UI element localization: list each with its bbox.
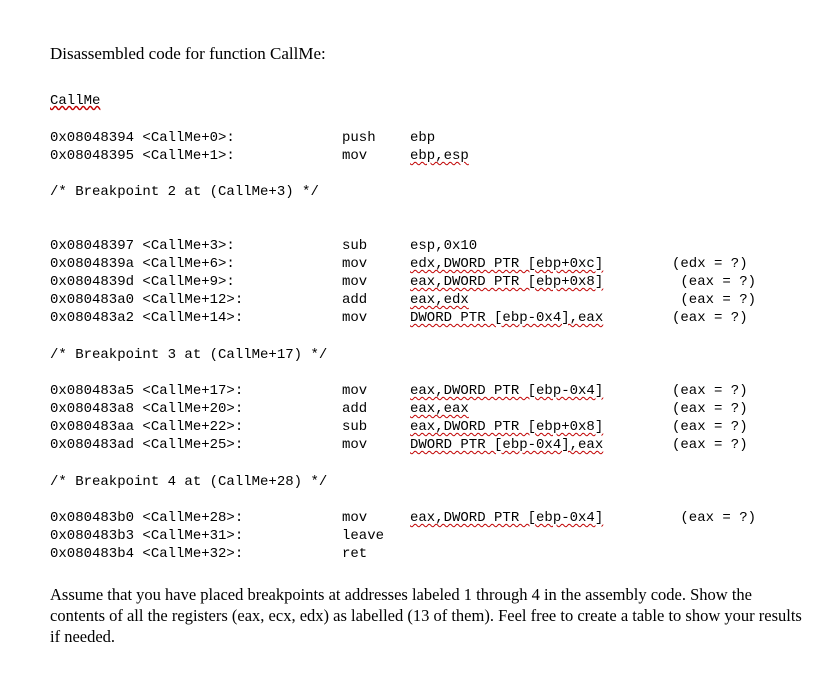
instruction-address: 0x08048395 <CallMe+1>: <box>50 148 235 164</box>
register-question: (edx = ?) <box>672 256 748 272</box>
register-question: (eax = ?) <box>672 401 748 417</box>
instruction-address: 0x080483b0 <CallMe+28>: <box>50 510 244 526</box>
breakpoint-comment: /* Breakpoint 4 at (CallMe+28) */ <box>50 474 328 490</box>
instruction-operands: eax,DWORD PTR [ebp+0x8] <box>410 274 604 290</box>
instruction-mnemonic: add <box>342 292 368 308</box>
instruction-mnemonic: mov <box>342 510 368 526</box>
instruction-operands: DWORD PTR [ebp-0x4],eax <box>410 437 604 453</box>
instruction-mnemonic: sub <box>342 238 368 254</box>
instruction-mnemonic: mov <box>342 274 368 290</box>
instruction-address: 0x080483b4 <CallMe+32>: <box>50 546 244 562</box>
instruction-address: 0x080483b3 <CallMe+31>: <box>50 528 244 544</box>
instruction-mnemonic: mov <box>342 437 368 453</box>
instruction-address: 0x080483a5 <CallMe+17>: <box>50 383 244 399</box>
register-question: (eax = ?) <box>672 437 748 453</box>
instructions-paragraph: Assume that you have placed breakpoints at addresses labeled 1 through 4 in the assembly code. Show the contents of all the registers (eax, ecx, edx) as labelled (13 of them). Feel free to create a table to show your results if needed. <box>50 585 802 646</box>
instruction-address: 0x080483a8 <CallMe+20>: <box>50 401 244 417</box>
instruction-mnemonic: mov <box>342 148 368 164</box>
instruction-mnemonic: add <box>342 401 368 417</box>
instruction-operands: edx,DWORD PTR [ebp+0xc] <box>410 256 604 272</box>
instruction-address: 0x080483a0 <CallMe+12>: <box>50 292 244 308</box>
instruction-address: 0x080483a2 <CallMe+14>: <box>50 310 244 326</box>
instruction-operands: eax,DWORD PTR [ebp-0x4] <box>410 383 604 399</box>
instruction-mnemonic: sub <box>342 419 368 435</box>
instruction-address: 0x08048394 <CallMe+0>: <box>50 130 235 146</box>
instruction-address: 0x08048397 <CallMe+3>: <box>50 238 235 254</box>
breakpoint-comment: /* Breakpoint 3 at (CallMe+17) */ <box>50 347 328 363</box>
instruction-mnemonic: ret <box>342 546 368 562</box>
register-question: (eax = ?) <box>672 383 748 399</box>
register-question: (eax = ?) <box>672 419 748 435</box>
breakpoint-comment: /* Breakpoint 2 at (CallMe+3) */ <box>50 184 319 200</box>
instruction-mnemonic: leave <box>342 528 385 544</box>
instruction-address: 0x080483aa <CallMe+22>: <box>50 419 244 435</box>
instruction-operands: ebp,esp <box>410 148 469 164</box>
instruction-operands: esp,0x10 <box>410 238 478 254</box>
instruction-address: 0x080483ad <CallMe+25>: <box>50 437 244 453</box>
instruction-address: 0x0804839d <CallMe+9>: <box>50 274 235 290</box>
instruction-mnemonic: push <box>342 130 376 146</box>
instruction-mnemonic: mov <box>342 383 368 399</box>
instruction-operands: ebp <box>410 130 436 146</box>
instruction-mnemonic: mov <box>342 310 368 326</box>
instruction-operands: eax,eax <box>410 401 469 417</box>
document-heading: Disassembled code for function CallMe: <box>50 44 326 63</box>
function-label: CallMe <box>50 93 101 109</box>
instruction-operands: eax,edx <box>410 292 469 308</box>
instruction-mnemonic: mov <box>342 256 368 272</box>
instruction-operands: eax,DWORD PTR [ebp+0x8] <box>410 419 604 435</box>
register-question: (eax = ?) <box>672 510 757 526</box>
register-question: (eax = ?) <box>672 292 757 308</box>
register-question: (eax = ?) <box>672 274 757 290</box>
instruction-address: 0x0804839a <CallMe+6>: <box>50 256 235 272</box>
instruction-operands: DWORD PTR [ebp-0x4],eax <box>410 310 604 326</box>
register-question: (eax = ?) <box>672 310 748 326</box>
instruction-operands: eax,DWORD PTR [ebp-0x4] <box>410 510 604 526</box>
